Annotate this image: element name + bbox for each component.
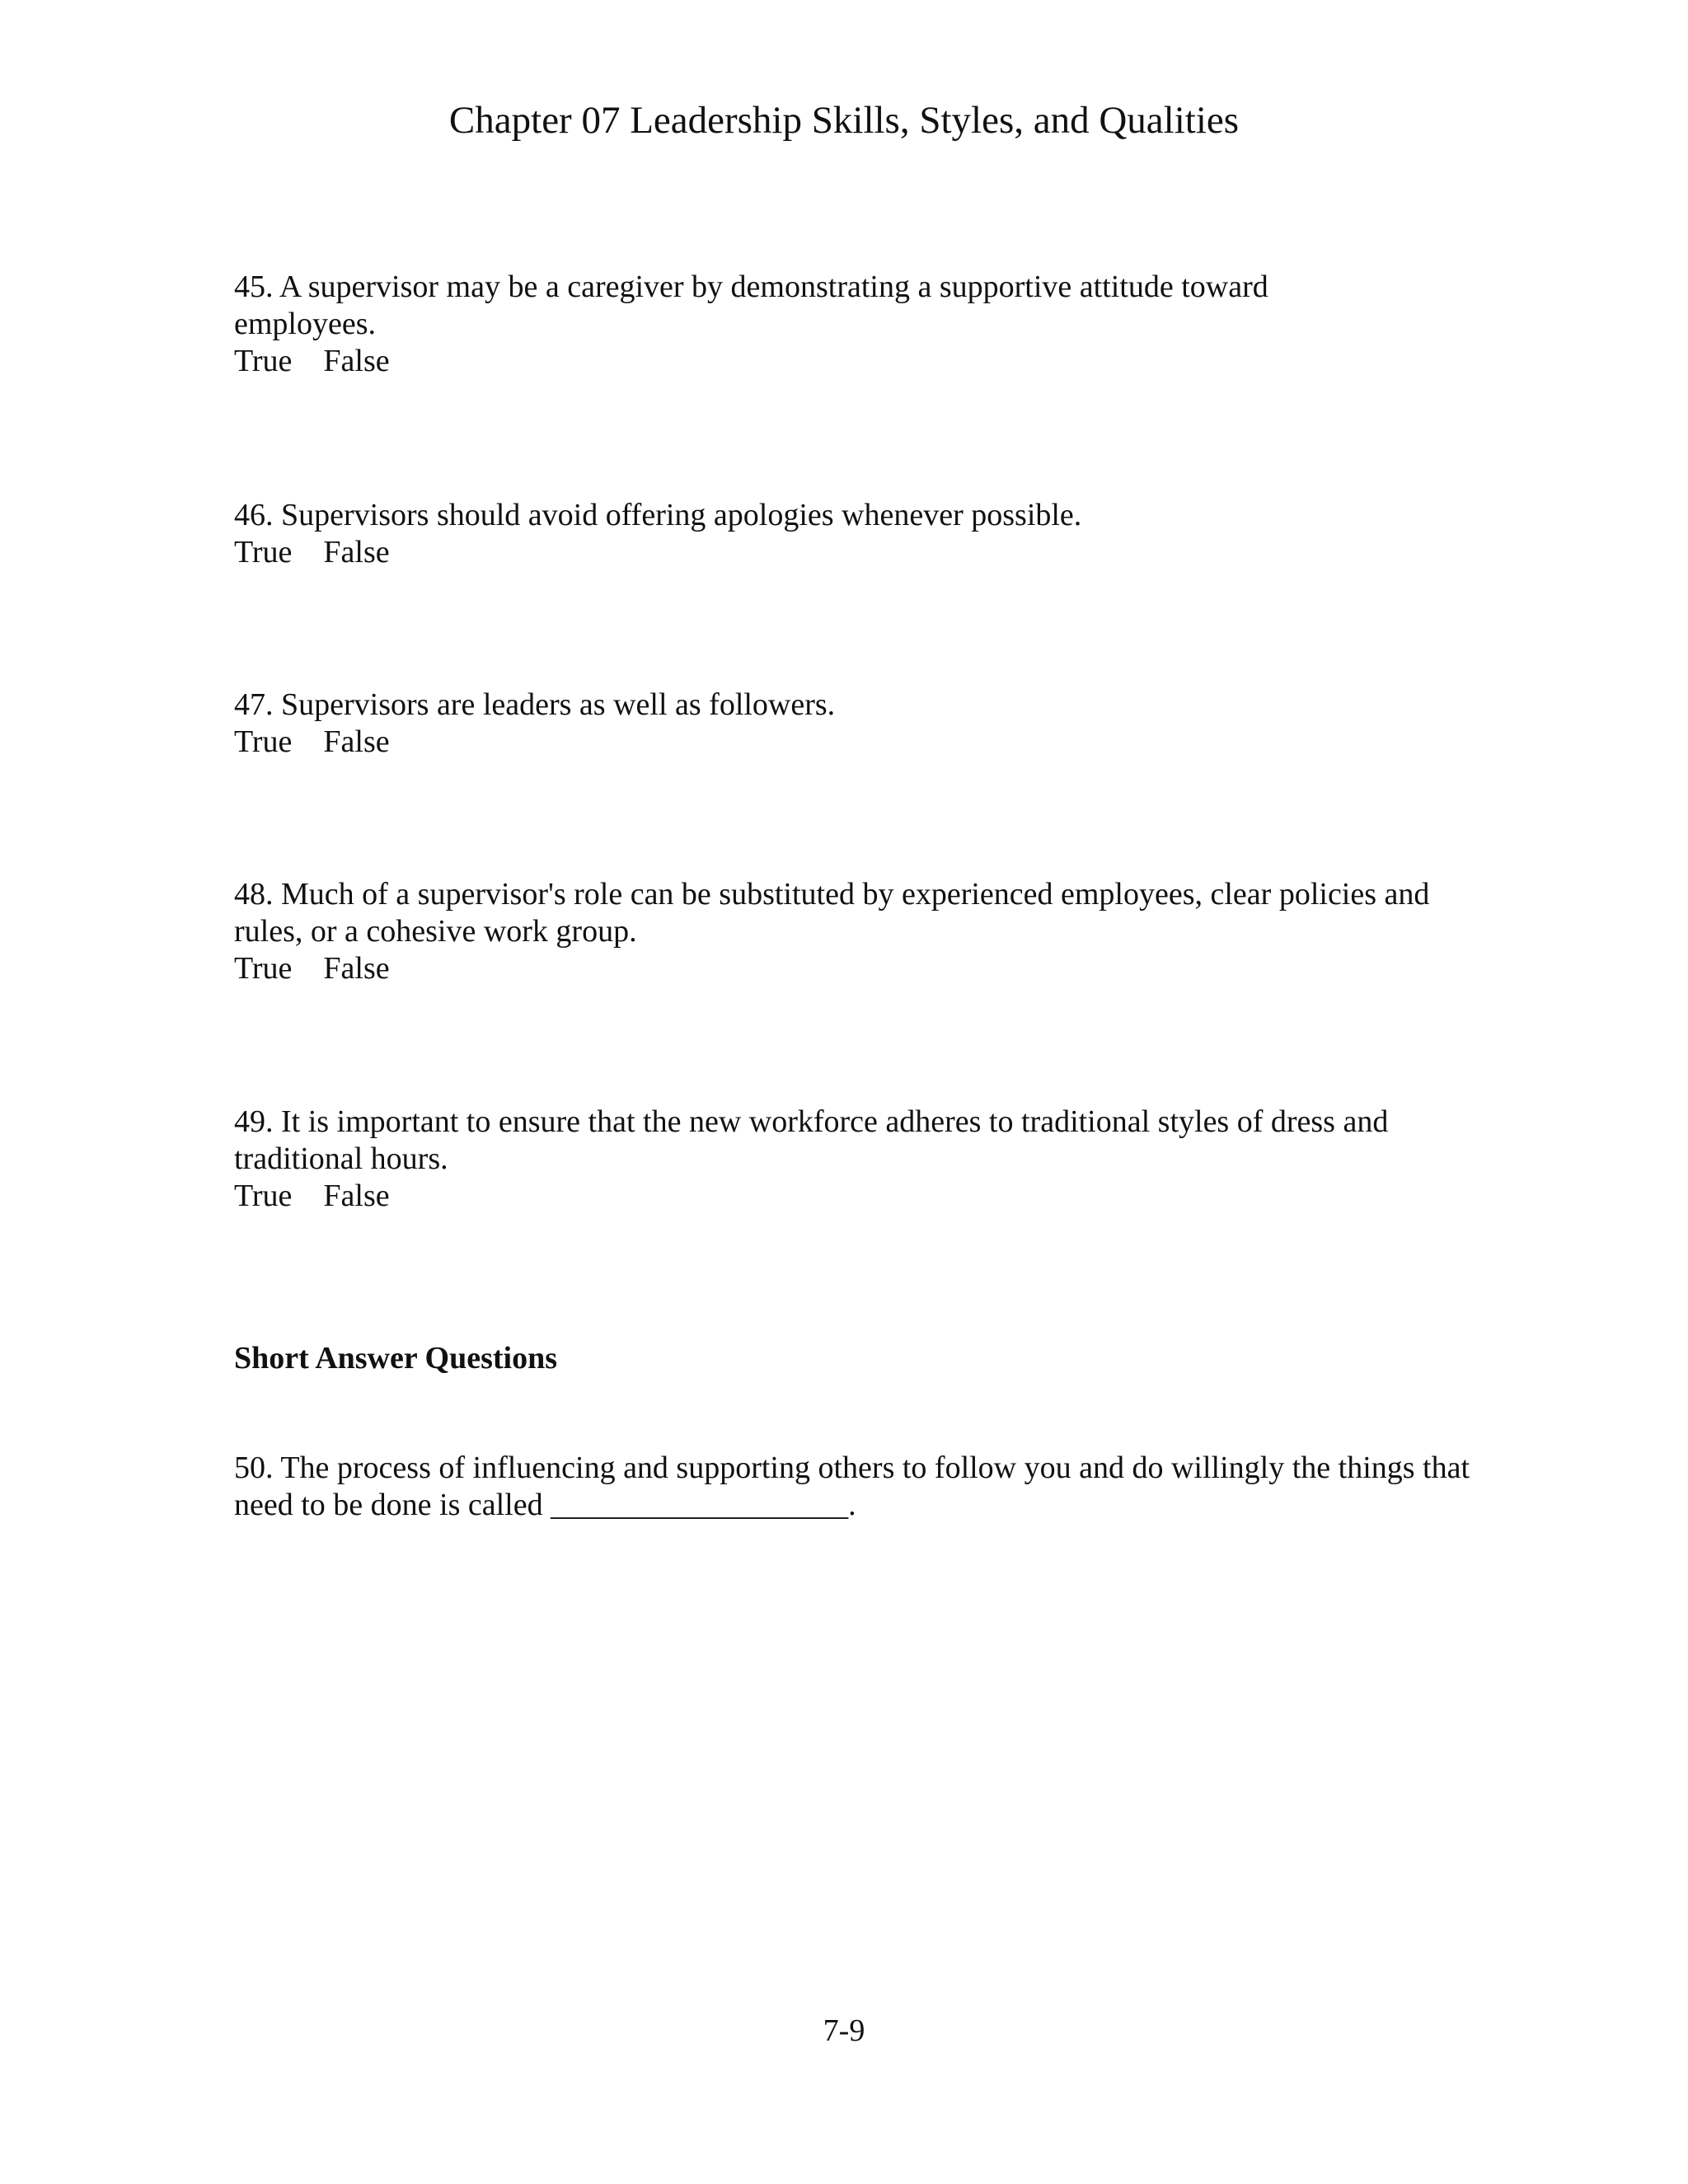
- answer-true: True: [234, 724, 293, 759]
- section-heading-short-answer: Short Answer Questions: [234, 1341, 558, 1376]
- question-47: [234, 687, 1487, 761]
- question-50: [234, 1450, 1520, 1524]
- answer-options: [234, 1178, 1470, 1215]
- answer-options: [234, 724, 1487, 761]
- question-48: [234, 876, 1470, 987]
- question-text: 50. The process of influencing and supporting others to follow you and do willingly the things that need to be done is called ___________________.: [234, 1451, 1470, 1522]
- question-text: 46. Supervisors should avoid offering apologies whenever possible.: [234, 498, 1082, 532]
- question-text: 45. A supervisor may be a caregiver by demonstrating a supportive attitude toward employees.: [234, 269, 1268, 341]
- answer-true: True: [234, 535, 293, 569]
- answer-false: False: [323, 1179, 390, 1213]
- question-49: [234, 1104, 1470, 1215]
- question-45: [234, 269, 1339, 380]
- answer-true: True: [234, 951, 293, 986]
- answer-true: True: [234, 344, 293, 378]
- question-46: [234, 497, 1487, 571]
- question-text: 49. It is important to ensure that the new workforce adheres to traditional styles of dress and traditional hours.: [234, 1104, 1389, 1176]
- answer-false: False: [323, 344, 390, 378]
- answer-options: [234, 534, 1487, 571]
- answer-false: False: [323, 535, 390, 569]
- answer-false: False: [323, 724, 390, 759]
- answer-true: True: [234, 1179, 293, 1213]
- answer-options: [234, 950, 1470, 987]
- question-text: 48. Much of a supervisor's role can be substituted by experienced employees, clear policies and rules, or a cohesive work group.: [234, 877, 1430, 949]
- page-title: Chapter 07 Leadership Skills, Styles, and Qualities: [448, 99, 1240, 142]
- answer-options: [234, 343, 1339, 380]
- answer-false: False: [323, 951, 390, 986]
- page-number: 7-9: [823, 2013, 865, 2048]
- question-text: 47. Supervisors are leaders as well as followers.: [234, 687, 836, 722]
